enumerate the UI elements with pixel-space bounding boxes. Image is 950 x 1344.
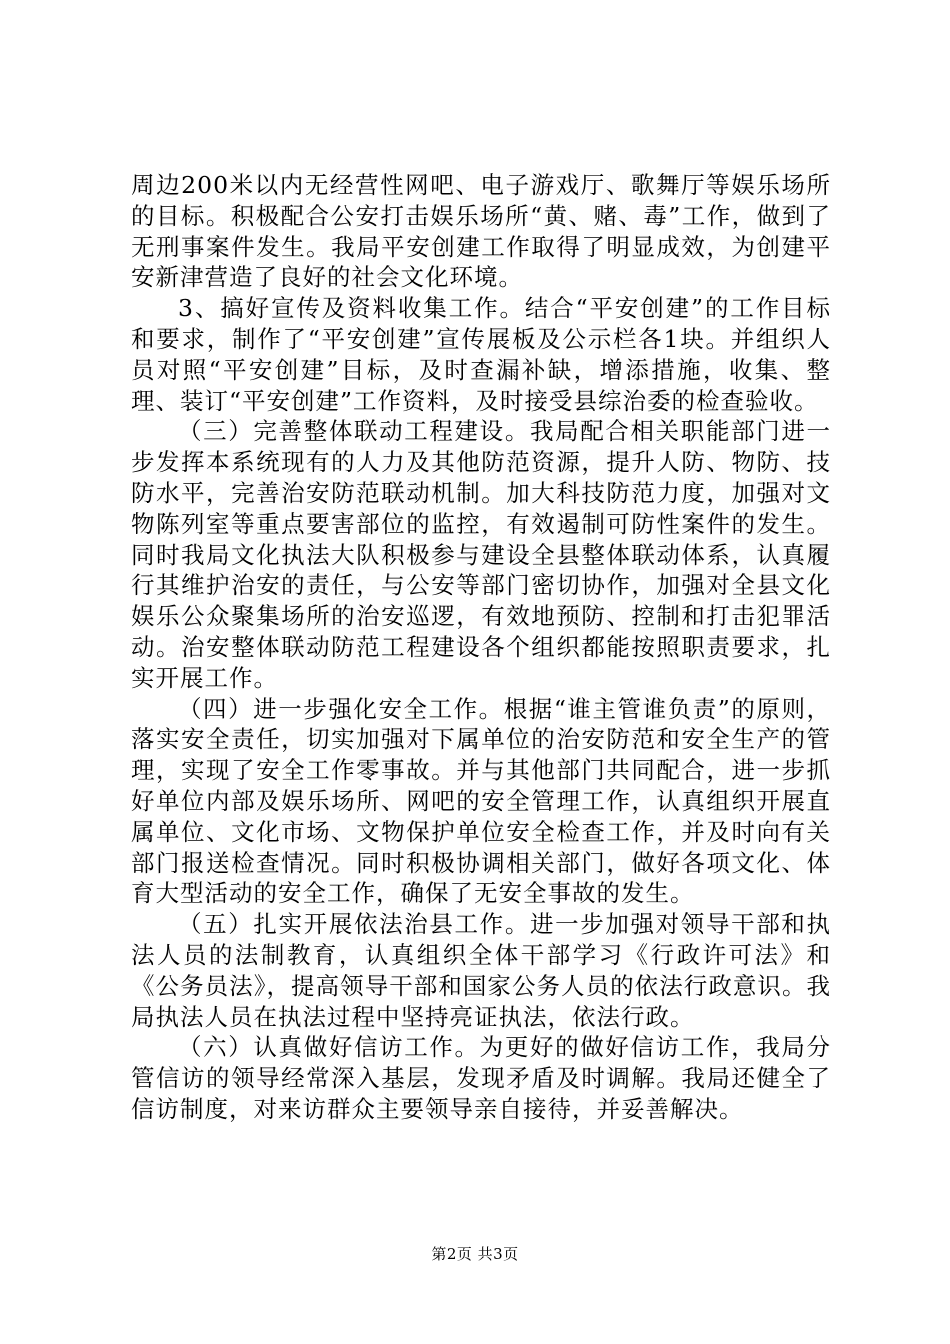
paragraph-continuation: 周边200米以内无经营性网吧、电子游戏厅、歌舞厅等娱乐场所的目标。积极配合公安打击娱乐场所“黄、赌、毒”工作，做到了无刑事案件发生。我局平安创建工作取得了明显成效，为创建平安新津营造了良好的社会文化环境。 (131, 171, 831, 292)
document-body (131, 170, 831, 1125)
paragraph-section-5: （五）扎实开展依法治县工作。进一步加强对领导干部和执法人员的法制教育，认真组织全体干部学习《行政许可法》和《公务员法》，提高领导干部和国家公务人员的依法行政意识。我局执法人员在执法过程中坚持亮证执法，依法行政。 (131, 910, 831, 1031)
paragraph-section-4: （四）进一步强化安全工作。根据“谁主管谁负责”的原则，落实安全责任，切实加强对下属单位的治安防范和安全生产的管理，实现了安全工作零事故。并与其他部门共同配合，进一步抓好单位内部及娱乐场所、网吧的安全管理工作，认真组织开展直属单位、文化市场、文物保护单位安全检查工作，并及时向有关部门报送检查情况。同时积极协调相关部门，做好各项文化、体育大型活动的安全工作，确保了无安全事故的发生。 (131, 694, 831, 908)
paragraph-section-3: （三）完善整体联动工程建设。我局配合相关职能部门进一步发挥本系统现有的人力及其他防范资源，提升人防、物防、技防水平，完善治安防范联动机制。加大科技防范力度，加强对文物陈列室等重点要害部位的监控，有效遏制可防性案件的发生。同时我局文化执法大队积极参与建设全县整体联动体系，认真履行其维护治安的责任，与公安等部门密切协作，加强对全县文化娱乐公众聚集场所的治安巡逻，有效地预防、控制和打击犯罪活动。治安整体联动防范工程建设各个组织都能按照职责要求，扎实开展工作。 (131, 417, 831, 692)
paragraph-publicity: 3、搞好宣传及资料收集工作。结合“平安创建”的工作目标和要求，制作了“平安创建”宣传展板及公示栏各1块。并组织人员对照“平安创建”目标，及时查漏补缺，增添措施，收集、整理、装订“平安创建”工作资料，及时接受县综治委的检查验收。 (131, 294, 831, 415)
page-number-footer: 第2页 共3页 (431, 1245, 519, 1263)
paragraph-section-6: （六）认真做好信访工作。为更好的做好信访工作，我局分管信访的领导经常深入基层，发现矛盾及时调解。我局还健全了信访制度，对来访群众主要领导亲自接待，并妥善解决。 (131, 1033, 831, 1123)
